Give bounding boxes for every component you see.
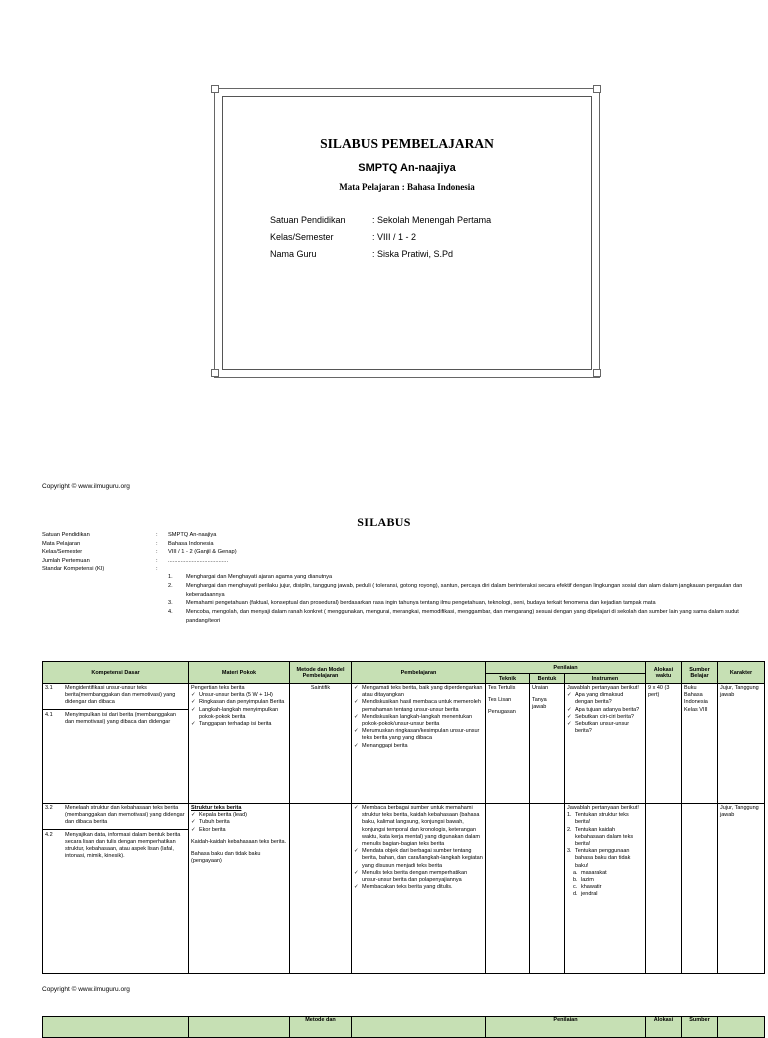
- ki-text: Menghargai dan menghayati perilaku jujur, disiplin, tanggung jawab, peduli ( toleransi, gotong royong), santun, percaya diri dalam berinteraksi secara efektif dengan lingkungan sosial dan alam dalam jangkauan pergaulan dan keberadaannya: [186, 582, 743, 598]
- ki-number: 3.: [168, 600, 173, 607]
- silabus-table-continued: [42, 1016, 765, 1038]
- cover-subject: Mata Pelajaran : Bahasa Indonesia: [339, 182, 475, 192]
- identity-value: SMPTQ An-naajiya: [168, 532, 217, 538]
- instrumen-item: ✓ Apa tujuan adanya berita?: [567, 707, 643, 714]
- identity-row: [42, 548, 237, 557]
- cover-field-value: : Sekolah Menengah Pertama: [372, 215, 492, 225]
- pembelajaran-item: ✓ Menulis teks berita dengan memperhatikan unsur-unsur berita dan polapenyajiannya: [354, 870, 483, 884]
- identity-colon: :: [156, 566, 158, 572]
- frame-corner: [211, 85, 219, 93]
- materi-item: ✓ Unsur-unsur berita (5 W + 1H): [191, 692, 287, 699]
- cover-field-label: Kelas/Semester: [270, 232, 334, 242]
- bentuk-cell: [530, 684, 565, 804]
- table-row: [43, 684, 765, 804]
- identity-label: Jumlah Pertemuan: [42, 557, 90, 564]
- header-cell: [352, 1017, 486, 1038]
- header-instrumen: Instrumen: [565, 674, 646, 684]
- header-cell: [43, 1017, 189, 1038]
- copyright-footer: Copyright © www.ilmuguru.org: [42, 483, 130, 490]
- header-cell: [718, 1017, 765, 1038]
- materi-paragraph: Bahasa baku dan tidak baku (pengayaan): [191, 851, 261, 865]
- ki-list: [168, 573, 748, 626]
- materi-paragraph: Kaidah-kaidah kebahasaan teks berita.: [191, 838, 287, 845]
- copyright-footer: Copyright © www.ilmuguru.org: [42, 986, 130, 993]
- instrumen-text: khawatir: [581, 884, 602, 891]
- instrumen-subitem: [567, 877, 643, 884]
- header-sumber: Sumber Belajar: [682, 662, 718, 684]
- karakter-cell: Jujur, Tanggung jawab: [718, 684, 765, 804]
- teknik-cell: [486, 804, 530, 974]
- kd-text: Menelaah struktur dan kebahasaan teks berita (membanggakan dan memotivasi) yang didengar dan dibaca berita: [65, 805, 185, 826]
- kd-text: Mengidentifikasi unsur-unsur teks berita(membanggakan dan memotivasi) yang didengar dan dibaca: [65, 685, 176, 706]
- kd-item: [45, 832, 186, 861]
- identity-row: [42, 531, 237, 540]
- materi-item: ✓ Ringkasan dan penyimpulan Berita: [191, 699, 287, 706]
- pembelajaran-item: ✓ Membacakan teks berita yang ditulis.: [354, 884, 483, 891]
- instrumen-cell: [565, 804, 646, 974]
- instrumen-item: [567, 827, 643, 849]
- sumber-cell: Buku Bahasa Indonesia Kelas VIII: [682, 684, 718, 804]
- frame-corner: [593, 85, 601, 93]
- identity-value: ......................................: [168, 557, 229, 564]
- instrumen-letter: d.: [573, 891, 578, 898]
- instrumen-text: Tentukan struktur teks berita!: [575, 812, 629, 826]
- table-row: [43, 804, 765, 974]
- metode-text: Saintifik: [310, 685, 331, 691]
- instrumen-intro: Jawablah pertanyaan berikut!: [567, 685, 639, 691]
- pembelajaran-cell: [352, 684, 486, 804]
- silabus-table: [42, 661, 765, 974]
- header-penilaian: Penilaian: [486, 662, 646, 674]
- metode-cell: [290, 804, 352, 974]
- identity-value: Bahasa Indonesia: [168, 540, 214, 547]
- instrumen-letter: c.: [573, 884, 578, 891]
- materi-cell: [189, 804, 290, 974]
- ki-number: 1.: [168, 574, 173, 580]
- materi-item: ✓ Ekor berita: [191, 827, 287, 834]
- instrumen-subitem: [567, 870, 643, 877]
- instrumen-subitem: [567, 891, 643, 898]
- instrumen-number: 3.: [567, 848, 572, 855]
- materi-item: ✓ Tanggapan terhadap isi berita: [191, 721, 287, 728]
- header-materi: Materi Pokok: [189, 662, 290, 684]
- identity-value: VIII / 1 - 2 (Ganjil & Genap): [168, 549, 237, 555]
- header-alokasi: Alokasi waktu: [646, 662, 682, 684]
- header-metode: Metode dan: [290, 1017, 352, 1038]
- header-cell: [189, 1017, 290, 1038]
- identity-label: Kelas/Semester: [42, 549, 83, 555]
- silabus-title: SILABUS: [357, 515, 411, 529]
- instrumen-item: ✓ Sebutkan unsur-unsur berita?: [567, 721, 643, 735]
- kd-cell: [43, 684, 189, 804]
- kd-item: [45, 712, 186, 726]
- instrumen-item: [567, 812, 643, 826]
- ki-number: 2.: [168, 582, 173, 589]
- materi-item: ✓ Tubuh berita: [191, 819, 287, 826]
- identity-label: Standar Kompetensi (KI): [42, 566, 105, 572]
- instrumen-item: [567, 848, 643, 870]
- kd-number: 4.2: [45, 831, 53, 838]
- cover-field-row: [270, 215, 491, 232]
- instrumen-subitem: [567, 884, 643, 891]
- ki-text: Mencoba, mengolah, dan menyaji dalam ranah konkret ( menggunakan, mengurai, merangkai, memodifikasi, menggambar, dan mengarang) sesuai dengan yang dipelajari di sekolah dan sumber lain yang sama dalam sudut pandang/teori: [186, 609, 739, 624]
- kd-number: 3.1: [45, 685, 53, 691]
- frame-corner: [211, 369, 219, 377]
- teknik-item: Penugasan: [488, 709, 516, 716]
- header-penilaian: Penilaian: [486, 1017, 646, 1038]
- ki-item: [168, 599, 748, 608]
- identity-label: Satuan Pendidikan: [42, 532, 90, 538]
- alokasi-cell: 9 x 40 (3 pert): [646, 684, 682, 804]
- ki-number: 4.: [168, 609, 173, 616]
- cover-school: SMPTQ An-naajiya: [358, 162, 456, 174]
- instrumen-text: jendral: [581, 891, 598, 898]
- identity-colon: :: [156, 540, 158, 547]
- kd-divider: [43, 709, 188, 710]
- cover-field-row: [270, 249, 491, 266]
- teknik-item: Tes Tertulis: [488, 685, 516, 691]
- teknik-cell: [486, 684, 530, 804]
- kd-text: Menyajikan data, informasi dalam bentuk berita secara lisan dan tulis dengan memperhatikan struktur, kebahasaan, atau aspek lisan (lafal, intonasi, mimik, kinesik).: [65, 831, 181, 860]
- instrumen-letter: b.: [573, 877, 578, 884]
- pembelajaran-item: ✓ Mendiskusikan hasil membaca untuk memeroleh pemahaman tentang unsur-unsur berita: [354, 699, 483, 713]
- materi-title: Struktur teks berita: [191, 805, 242, 811]
- header-bentuk: Bentuk: [530, 674, 565, 684]
- header-teknik: Teknik: [486, 674, 530, 684]
- pembelajaran-item: ✓ Mengamati teks berita, baik yang diperdengarkan atau ditayangkan: [354, 685, 483, 699]
- header-karakter: Karakter: [718, 662, 765, 684]
- cover-field-row: [270, 232, 491, 249]
- kd-divider: [43, 829, 188, 830]
- cover-title: SILABUS PEMBELAJARAN: [320, 136, 494, 151]
- materi-cell: [189, 684, 290, 804]
- pembelajaran-item: ✓ Membaca berbagai sumber untuk memahami struktur teks berita, kaidah kebahasaan (bahasa baku, kalimat langsung, konjungsi bawah, konjungsi temporal dan kronologis, keterangan waktu, kata kerja mental) yang digunakan dalam menulis bagian-bagian teks berita: [354, 805, 483, 848]
- identity-row: [42, 540, 237, 549]
- cover-fields: [270, 215, 491, 266]
- instrumen-item: ✓ Apa yang dimaksud dengan berita?: [567, 692, 643, 706]
- cover-field-value: : Siska Pratiwi, S.Pd: [372, 249, 454, 259]
- materi-title: Pengertian teks berita: [191, 685, 245, 691]
- materi-item: ✓ Kepala berita (lead): [191, 812, 287, 819]
- identity-block: [42, 531, 237, 574]
- cover-field-label: Nama Guru: [270, 249, 317, 259]
- ki-item: [168, 582, 748, 600]
- instrumen-text: masarakat: [581, 869, 607, 876]
- pembelajaran-item: ✓ Merumuskan ringkasan/kesimpulan unsur-unsur teks berita yang yang dibaca: [354, 728, 483, 742]
- bentuk-cell: [530, 804, 565, 974]
- header-sumber: Sumber: [682, 1017, 718, 1038]
- instrumen-number: 2.: [567, 826, 572, 833]
- instrumen-letter: a.: [573, 869, 578, 876]
- identity-colon: :: [156, 549, 158, 555]
- identity-row: [42, 557, 237, 566]
- pembelajaran-item: ✓ Menanggapi berita: [354, 743, 483, 750]
- header-alokasi: Alokasi: [646, 1017, 682, 1038]
- kd-item: [45, 685, 186, 707]
- instrumen-item: ✓ Sebutkan ciri-ciri berita?: [567, 714, 643, 721]
- ki-text: Memahami pengetahuan (faktual, konseptual dan prosedural) berdasarkan rasa ingin tahunya tentang ilmu pengetahuan, teknologi, seni, budaya terkait fenomena dan kejadian tampak mata: [186, 600, 656, 607]
- frame-corner: [593, 369, 601, 377]
- header-kd: Kompetensi Dasar: [43, 662, 189, 684]
- sumber-cell: [682, 804, 718, 974]
- kd-cell: [43, 804, 189, 974]
- bentuk-item: Uraian: [532, 685, 549, 691]
- identity-colon: :: [156, 532, 158, 538]
- bentuk-item: Tanya jawab: [532, 697, 547, 711]
- alokasi-cell: [646, 804, 682, 974]
- instrumen-text: Tentukan penggunaan bahasa baku dan tidak baku!: [575, 848, 631, 869]
- cover-field-value: : VIII / 1 - 2: [372, 232, 417, 242]
- pembelajaran-item: ✓ Mendata objek dari berbagai sumber tentang berita, bahan, dan cara/langkah-langkah kegiatan yang disusun menjadi teks berita: [354, 848, 483, 870]
- instrumen-cell: [565, 684, 646, 804]
- instrumen-intro: Jawablah pertanyaan berikut!: [567, 805, 639, 811]
- teknik-item: Tes Lisan: [488, 697, 512, 704]
- instrumen-number: 1.: [567, 812, 572, 819]
- instrumen-text: Tentukan kaidah kebahasaan dalam teks berita!: [575, 826, 634, 848]
- kd-number: 3.2: [45, 805, 53, 811]
- ki-item: [168, 608, 748, 626]
- identity-colon: :: [156, 557, 158, 564]
- pembelajaran-item: ✓ Mendiskusikan langkah-langkah menentukan pokok-pokok/unsur-unsur berita: [354, 714, 483, 728]
- materi-item: ✓ Langkah-langkah menyimpulkan pokok-pokok berita: [191, 707, 287, 721]
- identity-label: Mata Pelajaran: [42, 540, 81, 547]
- ki-item: [168, 573, 748, 582]
- header-pembelajaran: Pembelajaran: [352, 662, 486, 684]
- metode-cell: [290, 684, 352, 804]
- pembelajaran-cell: [352, 804, 486, 974]
- instrumen-text: lazim: [581, 877, 594, 884]
- kd-item: [45, 805, 186, 827]
- ki-text: Menghargai dan Menghayati ajaran agama yang dianutnya: [186, 574, 333, 580]
- kd-number: 4.1: [45, 711, 53, 718]
- cover-field-label: Satuan Pendidikan: [270, 215, 346, 225]
- kd-text: Menyimpulkan isi dari berita (membanggakan dan memotivasi) yang dibaca dan didengar: [65, 711, 176, 725]
- karakter-cell: Jujur, Tanggung jawab: [718, 804, 765, 974]
- header-metode: Metode dan Model Pembelajaran: [290, 662, 352, 684]
